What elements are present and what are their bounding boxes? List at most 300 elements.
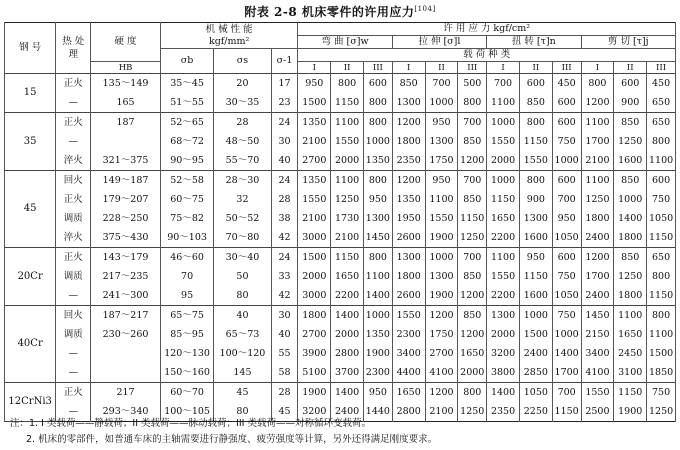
value-cell: 1200 — [458, 286, 487, 306]
value-cell: 42 — [271, 286, 298, 306]
heat-treatment-cell: — — [56, 363, 91, 383]
value-cell: 1250 — [458, 402, 487, 422]
value-cell: 1250 — [331, 190, 364, 209]
value-cell: 800 — [364, 113, 393, 133]
header-hardness-unit: HB — [91, 62, 161, 74]
value-cell: 2600 — [392, 286, 425, 306]
value-cell: 1300 — [519, 209, 552, 228]
value-cell: 4100 — [581, 363, 614, 383]
value-cell: 1750 — [425, 325, 458, 344]
value-cell: 3800 — [487, 363, 520, 383]
value-cell: 1900 — [298, 383, 331, 403]
heat-treatment-cell: 正火 — [56, 74, 91, 94]
value-cell: 1550 — [487, 132, 520, 151]
value-cell: 80 — [214, 286, 271, 306]
value-cell: 1450 — [581, 306, 614, 326]
value-cell: 700 — [552, 190, 581, 209]
value-cell: 850 — [458, 132, 487, 151]
table-row — [5, 151, 676, 171]
value-cell: 50 — [214, 267, 271, 286]
value-cell: 1200 — [425, 383, 458, 403]
table-row — [5, 248, 676, 268]
value-cell: 700 — [458, 171, 487, 191]
value-cell: 2700 — [298, 325, 331, 344]
table-row — [5, 190, 676, 209]
header-mech-label: 机 械 性 能 — [205, 23, 253, 35]
value-cell: 950 — [552, 209, 581, 228]
header-load-level: I — [298, 62, 331, 74]
value-cell: 1400 — [331, 306, 364, 326]
steel-grade-cell: 15 — [5, 74, 56, 113]
header-mech-unit: kgf/mm² — [208, 35, 250, 47]
hardness-cell: 187～217 — [91, 306, 161, 326]
value-cell: 68～72 — [160, 132, 213, 151]
value-cell: 24 — [271, 171, 298, 191]
value-cell: 52～58 — [160, 171, 213, 191]
value-cell: 30 — [271, 306, 298, 326]
value-cell: 40 — [271, 151, 298, 171]
value-cell: 850 — [614, 113, 647, 133]
value-cell: 100～120 — [214, 344, 271, 363]
value-cell: 1150 — [331, 93, 364, 113]
value-cell: 1100 — [487, 93, 520, 113]
value-cell: 1550 — [487, 267, 520, 286]
hardness-cell: 228～250 — [91, 209, 161, 228]
footnote-1: 注：1. I 类载荷——静载荷；II 类载荷——脉动载荷；III 类载荷——对称循环变载荷。 — [10, 418, 371, 429]
value-cell: 1200 — [581, 93, 614, 113]
value-cell: 32 — [214, 190, 271, 209]
table-row — [5, 209, 676, 228]
value-cell: 1400 — [487, 383, 520, 403]
value-cell: 4400 — [392, 363, 425, 383]
heat-treatment-cell: 正火 — [56, 248, 91, 268]
heat-treatment-cell: 正火 — [56, 383, 91, 403]
header-load-level: II — [519, 62, 552, 74]
value-cell: 2200 — [487, 286, 520, 306]
value-cell: 70 — [160, 267, 213, 286]
value-cell: 1800 — [581, 209, 614, 228]
value-cell: 700 — [552, 383, 581, 403]
value-cell: 1900 — [425, 228, 458, 248]
value-cell: 95 — [160, 286, 213, 306]
value-cell: 2000 — [487, 151, 520, 171]
value-cell: 800 — [364, 248, 393, 268]
value-cell: 800 — [519, 113, 552, 133]
header-sigma-s: σs — [214, 49, 271, 74]
value-cell: 800 — [647, 306, 676, 326]
value-cell: 100～105 — [160, 402, 213, 422]
value-cell: 46～60 — [160, 248, 213, 268]
value-cell: 800 — [647, 267, 676, 286]
value-cell: 24 — [271, 113, 298, 133]
allowable-stress-table — [4, 22, 676, 422]
value-cell: 800 — [647, 132, 676, 151]
value-cell: 1000 — [425, 93, 458, 113]
value-cell: 2400 — [581, 228, 614, 248]
hardness-cell: 217～235 — [91, 267, 161, 286]
value-cell: 2350 — [487, 402, 520, 422]
value-cell: 1300 — [425, 132, 458, 151]
value-cell: 2000 — [487, 325, 520, 344]
value-cell: 2800 — [331, 344, 364, 363]
value-cell: 1150 — [647, 228, 676, 248]
table-row — [5, 325, 676, 344]
value-cell: 450 — [647, 74, 676, 94]
table-row — [5, 344, 676, 363]
value-cell: 35～45 — [160, 74, 213, 94]
value-cell: 1350 — [298, 113, 331, 133]
value-cell: 3000 — [298, 228, 331, 248]
header-sigma-minus1: σ-1 — [271, 49, 298, 74]
value-cell: 1850 — [647, 363, 676, 383]
header-load-level: III — [552, 62, 581, 74]
value-cell: 28～30 — [214, 171, 271, 191]
value-cell: 1550 — [298, 190, 331, 209]
header-torsion: 扭 转 [τ]n — [487, 36, 581, 49]
value-cell: 1900 — [614, 402, 647, 422]
table-title — [0, 3, 680, 20]
value-cell: 600 — [552, 113, 581, 133]
value-cell: 60～75 — [160, 190, 213, 209]
value-cell: 1100 — [331, 171, 364, 191]
value-cell: 1200 — [392, 113, 425, 133]
value-cell: 850 — [614, 248, 647, 268]
value-cell: 1450 — [364, 228, 393, 248]
value-cell: 750 — [552, 306, 581, 326]
steel-grade-cell: 12CrNi3 — [5, 383, 56, 422]
value-cell: 850 — [458, 267, 487, 286]
value-cell: 23 — [271, 93, 298, 113]
value-cell: 50～52 — [214, 209, 271, 228]
header-sigma-b: σb — [160, 49, 213, 74]
value-cell: 2300 — [392, 325, 425, 344]
value-cell: 1440 — [364, 402, 393, 422]
value-cell: 30～35 — [214, 93, 271, 113]
value-cell: 75～82 — [160, 209, 213, 228]
value-cell: 800 — [581, 74, 614, 94]
header-bending: 弯 曲 [σ]w — [298, 36, 392, 49]
value-cell: 1650 — [392, 383, 425, 403]
table-row — [5, 363, 676, 383]
value-cell: 2200 — [487, 228, 520, 248]
value-cell: 1150 — [487, 190, 520, 209]
value-cell: 90～95 — [160, 151, 213, 171]
table-title-ref: [104] — [414, 5, 436, 13]
value-cell: 1600 — [519, 286, 552, 306]
value-cell: 38 — [271, 209, 298, 228]
value-cell: 3700 — [331, 363, 364, 383]
table-row — [5, 93, 676, 113]
value-cell: 1100 — [581, 171, 614, 191]
table-row — [5, 383, 676, 403]
value-cell: 2150 — [581, 325, 614, 344]
value-cell: 1100 — [647, 151, 676, 171]
value-cell: 1400 — [614, 209, 647, 228]
value-cell: 750 — [552, 132, 581, 151]
value-cell: 85～95 — [160, 325, 213, 344]
value-cell: 1800 — [392, 267, 425, 286]
heat-treatment-cell: 淬火 — [56, 151, 91, 171]
value-cell: 1200 — [392, 171, 425, 191]
value-cell: 1150 — [614, 383, 647, 403]
value-cell: 750 — [647, 383, 676, 403]
table-row — [5, 306, 676, 326]
value-cell: 800 — [458, 93, 487, 113]
value-cell: 1550 — [425, 209, 458, 228]
value-cell: 1350 — [298, 171, 331, 191]
value-cell: 1000 — [425, 248, 458, 268]
value-cell: 2250 — [519, 402, 552, 422]
value-cell: 65～75 — [160, 306, 213, 326]
value-cell: 1000 — [614, 190, 647, 209]
value-cell: 850 — [519, 93, 552, 113]
heat-treatment-cell: — — [56, 286, 91, 306]
value-cell: 28 — [214, 113, 271, 133]
value-cell: 2700 — [425, 344, 458, 363]
hardness-cell: 217 — [91, 383, 161, 403]
value-cell: 55 — [271, 344, 298, 363]
value-cell: 1550 — [519, 151, 552, 171]
header-load-level: II — [331, 62, 364, 74]
value-cell: 1600 — [519, 228, 552, 248]
value-cell: 1800 — [614, 228, 647, 248]
value-cell: 2350 — [392, 151, 425, 171]
value-cell: 700 — [458, 248, 487, 268]
steel-grade-cell: 35 — [5, 113, 56, 171]
value-cell: 1650 — [458, 344, 487, 363]
value-cell: 65～73 — [214, 325, 271, 344]
value-cell: 1350 — [364, 325, 393, 344]
value-cell: 650 — [647, 248, 676, 268]
value-cell: 850 — [614, 171, 647, 191]
value-cell: 1000 — [487, 113, 520, 133]
hardness-cell: 241～300 — [91, 286, 161, 306]
value-cell: 1250 — [647, 402, 676, 422]
value-cell: 1650 — [487, 209, 520, 228]
value-cell: 1250 — [614, 267, 647, 286]
value-cell: 1000 — [364, 306, 393, 326]
value-cell: 1800 — [298, 306, 331, 326]
value-cell: 2000 — [331, 151, 364, 171]
value-cell: 2200 — [331, 286, 364, 306]
heat-treatment-cell: 淬火 — [56, 228, 91, 248]
value-cell: 3900 — [298, 344, 331, 363]
value-cell: 1550 — [581, 383, 614, 403]
header-load-level: III — [364, 62, 393, 74]
header-steel: 钢 号 — [5, 23, 56, 74]
value-cell: 150～160 — [160, 363, 213, 383]
value-cell: 1500 — [519, 325, 552, 344]
value-cell: 1100 — [331, 113, 364, 133]
table-row — [5, 286, 676, 306]
value-cell: 1300 — [364, 209, 393, 228]
value-cell: 2300 — [364, 363, 393, 383]
value-cell: 120～130 — [160, 344, 213, 363]
hardness-cell — [91, 363, 161, 383]
value-cell: 70～80 — [214, 228, 271, 248]
value-cell: 80 — [214, 402, 271, 422]
value-cell: 1400 — [331, 383, 364, 403]
value-cell: 1200 — [425, 306, 458, 326]
value-cell: 1650 — [614, 325, 647, 344]
value-cell: 2000 — [331, 325, 364, 344]
hardness-cell: 230～260 — [91, 325, 161, 344]
value-cell: 30～40 — [214, 248, 271, 268]
value-cell: 60～70 — [160, 383, 213, 403]
value-cell: 600 — [364, 74, 393, 94]
value-cell: 2100 — [298, 132, 331, 151]
value-cell: 1150 — [552, 402, 581, 422]
value-cell: 700 — [458, 113, 487, 133]
value-cell: 30 — [271, 132, 298, 151]
value-cell: 600 — [519, 74, 552, 94]
header-load-level: I — [581, 62, 614, 74]
value-cell: 650 — [647, 113, 676, 133]
value-cell: 28 — [271, 190, 298, 209]
value-cell: 1700 — [581, 267, 614, 286]
value-cell: 950 — [298, 74, 331, 94]
table-row — [5, 171, 676, 191]
footnotes — [10, 416, 437, 448]
hardness-cell: 187 — [91, 113, 161, 133]
value-cell: 1150 — [519, 132, 552, 151]
hardness-cell — [91, 132, 161, 151]
value-cell: 1150 — [331, 248, 364, 268]
value-cell: 1250 — [581, 190, 614, 209]
value-cell: 1500 — [298, 93, 331, 113]
value-cell: 1800 — [614, 286, 647, 306]
heat-treatment-cell: 正火 — [56, 113, 91, 133]
value-cell: 1000 — [552, 325, 581, 344]
value-cell: 600 — [647, 171, 676, 191]
value-cell: 20 — [214, 74, 271, 94]
value-cell: 4100 — [425, 363, 458, 383]
value-cell: 950 — [519, 248, 552, 268]
table-row — [5, 113, 676, 133]
value-cell: 1550 — [392, 306, 425, 326]
value-cell: 1100 — [487, 248, 520, 268]
value-cell: 1350 — [392, 190, 425, 209]
value-cell: 850 — [458, 190, 487, 209]
value-cell: 2400 — [519, 344, 552, 363]
value-cell: 42 — [271, 228, 298, 248]
header-load-type: 载 荷 种 类 — [298, 49, 676, 62]
value-cell: 1300 — [392, 248, 425, 268]
value-cell: 600 — [552, 248, 581, 268]
steel-grade-cell: 45 — [5, 171, 56, 248]
value-cell: 1100 — [364, 267, 393, 286]
value-cell: 1800 — [392, 132, 425, 151]
hardness-cell: 179～207 — [91, 190, 161, 209]
table-row — [5, 132, 676, 151]
value-cell: 17 — [271, 74, 298, 94]
table-row — [5, 74, 676, 94]
header-load-level: III — [458, 62, 487, 74]
value-cell: 1300 — [487, 306, 520, 326]
value-cell: 1250 — [458, 228, 487, 248]
value-cell: 700 — [425, 74, 458, 94]
value-cell: 800 — [364, 171, 393, 191]
header-load-level: II — [614, 62, 647, 74]
heat-treatment-cell: 正火 — [56, 190, 91, 209]
value-cell: 500 — [458, 74, 487, 94]
value-cell: 450 — [552, 74, 581, 94]
header-tension: 拉 伸 [σ]l — [392, 36, 486, 49]
value-cell: 750 — [552, 267, 581, 286]
hardness-cell — [91, 344, 161, 363]
heat-treatment-cell: 调质 — [56, 325, 91, 344]
value-cell: 950 — [364, 383, 393, 403]
value-cell: 3400 — [392, 344, 425, 363]
value-cell: 950 — [425, 113, 458, 133]
value-cell: 1900 — [425, 286, 458, 306]
value-cell: 1000 — [487, 171, 520, 191]
value-cell: 800 — [458, 383, 487, 403]
hardness-cell: 321～375 — [91, 151, 161, 171]
value-cell: 1950 — [392, 209, 425, 228]
heat-treatment-cell: — — [56, 344, 91, 363]
value-cell: 2450 — [614, 344, 647, 363]
value-cell: 1400 — [364, 286, 393, 306]
value-cell: 650 — [647, 93, 676, 113]
value-cell: 1050 — [552, 228, 581, 248]
value-cell: 1100 — [581, 113, 614, 133]
value-cell: 1050 — [552, 286, 581, 306]
value-cell: 1150 — [647, 286, 676, 306]
heat-treatment-cell: — — [56, 93, 91, 113]
heat-treatment-cell: 调质 — [56, 209, 91, 228]
value-cell: 2800 — [392, 402, 425, 422]
value-cell: 800 — [364, 93, 393, 113]
header-load-level: I — [392, 62, 425, 74]
value-cell: 1050 — [519, 383, 552, 403]
value-cell: 800 — [331, 74, 364, 94]
value-cell: 2400 — [331, 402, 364, 422]
value-cell: 2000 — [298, 267, 331, 286]
value-cell: 1000 — [552, 151, 581, 171]
table-row — [5, 267, 676, 286]
hardness-cell: 149～187 — [91, 171, 161, 191]
value-cell: 3200 — [298, 402, 331, 422]
value-cell: 1650 — [331, 267, 364, 286]
value-cell: 24 — [271, 248, 298, 268]
heat-treatment-cell: 调质 — [56, 267, 91, 286]
value-cell: 2100 — [425, 402, 458, 422]
value-cell: 2000 — [458, 363, 487, 383]
value-cell: 3100 — [614, 363, 647, 383]
value-cell: 750 — [647, 190, 676, 209]
value-cell: 48～50 — [214, 132, 271, 151]
value-cell: 28 — [271, 383, 298, 403]
hardness-cell: 165 — [91, 93, 161, 113]
value-cell: 2700 — [298, 151, 331, 171]
value-cell: 1600 — [614, 151, 647, 171]
heat-treatment-cell: — — [56, 132, 91, 151]
value-cell: 1900 — [364, 344, 393, 363]
hardness-cell: 375～430 — [91, 228, 161, 248]
value-cell: 1000 — [364, 132, 393, 151]
hardness-cell: 135～149 — [91, 74, 161, 94]
value-cell: 1350 — [364, 151, 393, 171]
value-cell: 800 — [519, 171, 552, 191]
value-cell: 1050 — [647, 209, 676, 228]
value-cell: 51～55 — [160, 93, 213, 113]
value-cell: 850 — [392, 74, 425, 94]
value-cell: 2100 — [331, 228, 364, 248]
value-cell: 2500 — [581, 402, 614, 422]
value-cell: 33 — [271, 267, 298, 286]
heat-treatment-cell: 回火 — [56, 306, 91, 326]
